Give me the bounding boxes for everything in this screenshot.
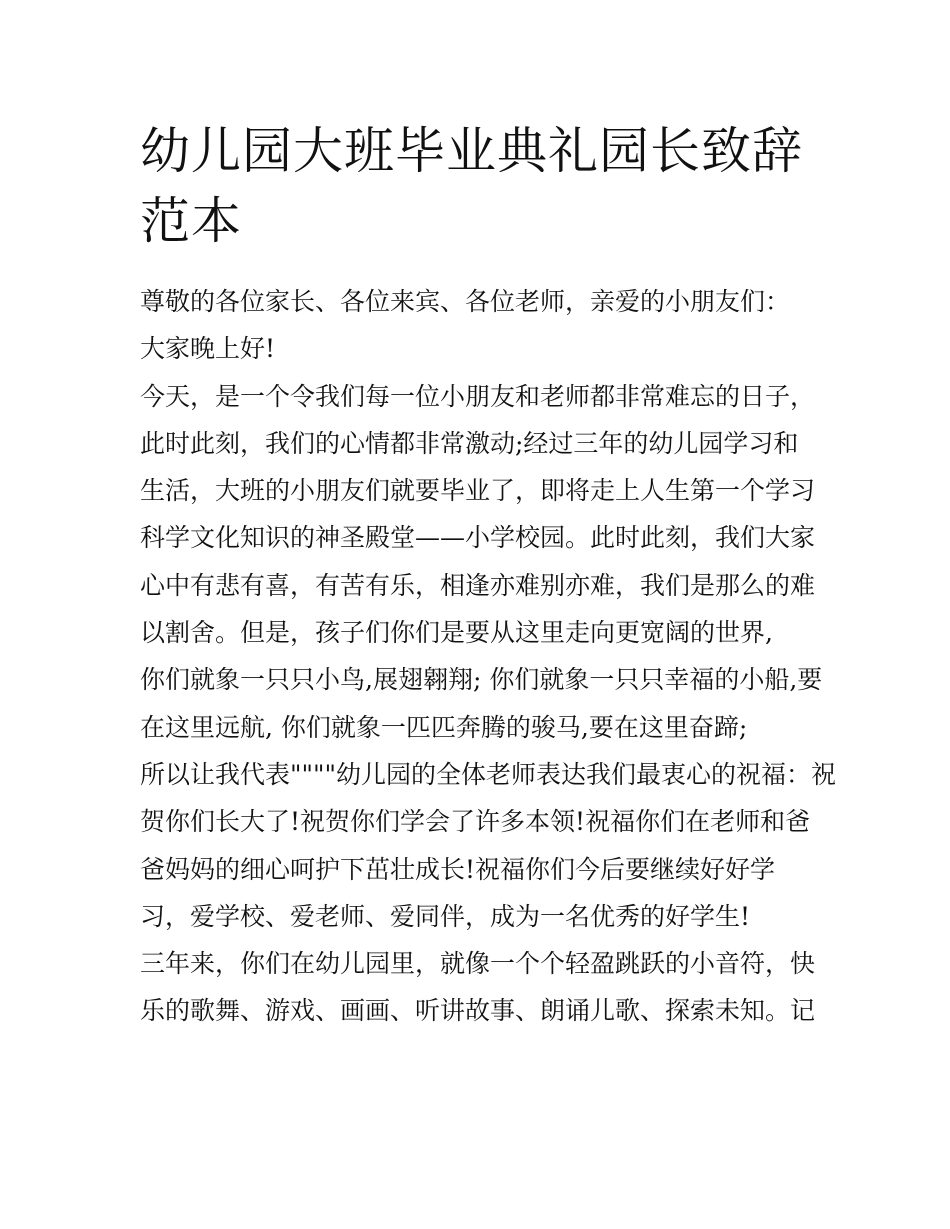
body-line: 生活，大班的小朋友们就要毕业了，即将走上人生第一个学习 [140, 476, 816, 506]
body-line: 贺你们长大了!祝贺你们学会了许多本领!祝福你们在老师和爸 [140, 807, 811, 837]
document-body [140, 278, 836, 1035]
title-line: 范本 [140, 192, 242, 250]
body-line: 尊敬的各位家长、各位来宾、各位老师，亲爱的小朋友们： [140, 287, 791, 316]
body-line: 乐的歌舞、游戏、画画、听讲故事、朗诵儿歌、探索未知。记 [140, 996, 816, 1026]
body-line: 科学文化知识的神圣殿堂——小学校园。此时此刻，我们大家 [140, 523, 816, 553]
body-line: 大家晚上好! [140, 334, 276, 364]
document-title [140, 116, 820, 256]
body-line: 习，爱学校、爱老师、爱同伴，成为一名优秀的好学生! [140, 901, 751, 931]
body-line: 所以让我代表""""幼儿园的全体老师表达我们最衷心的祝福：祝 [140, 759, 836, 789]
body-line: 心中有悲有喜，有苦有乐，相逢亦难别亦难，我们是那么的难 [140, 570, 816, 600]
body-line: 三年来，你们在幼儿园里，就像一个个轻盈跳跃的小音符，快 [140, 949, 816, 979]
body-line: 你们就象一只只小鸟,展翅翱翔; 你们就象一只只幸福的小船,要 [140, 665, 823, 695]
body-line: 以割舍。但是，孩子们你们是要从这里走向更宽阔的世界, [140, 618, 773, 648]
body-line: 爸妈妈的细心呵护下茁壮成长!祝福你们今后要继续好好学 [140, 854, 776, 884]
body-line: 今天，是一个令我们每一位小朋友和老师都非常难忘的日子， [140, 381, 816, 411]
body-line: 在这里远航, 你们就象一匹匹奔腾的骏马,要在这里奋蹄; [140, 712, 748, 742]
title-line: 幼儿园大班毕业典礼园长致辞 [140, 122, 803, 180]
body-line: 此时此刻，我们的心情都非常激动;经过三年的幼儿园学习和 [140, 428, 799, 458]
